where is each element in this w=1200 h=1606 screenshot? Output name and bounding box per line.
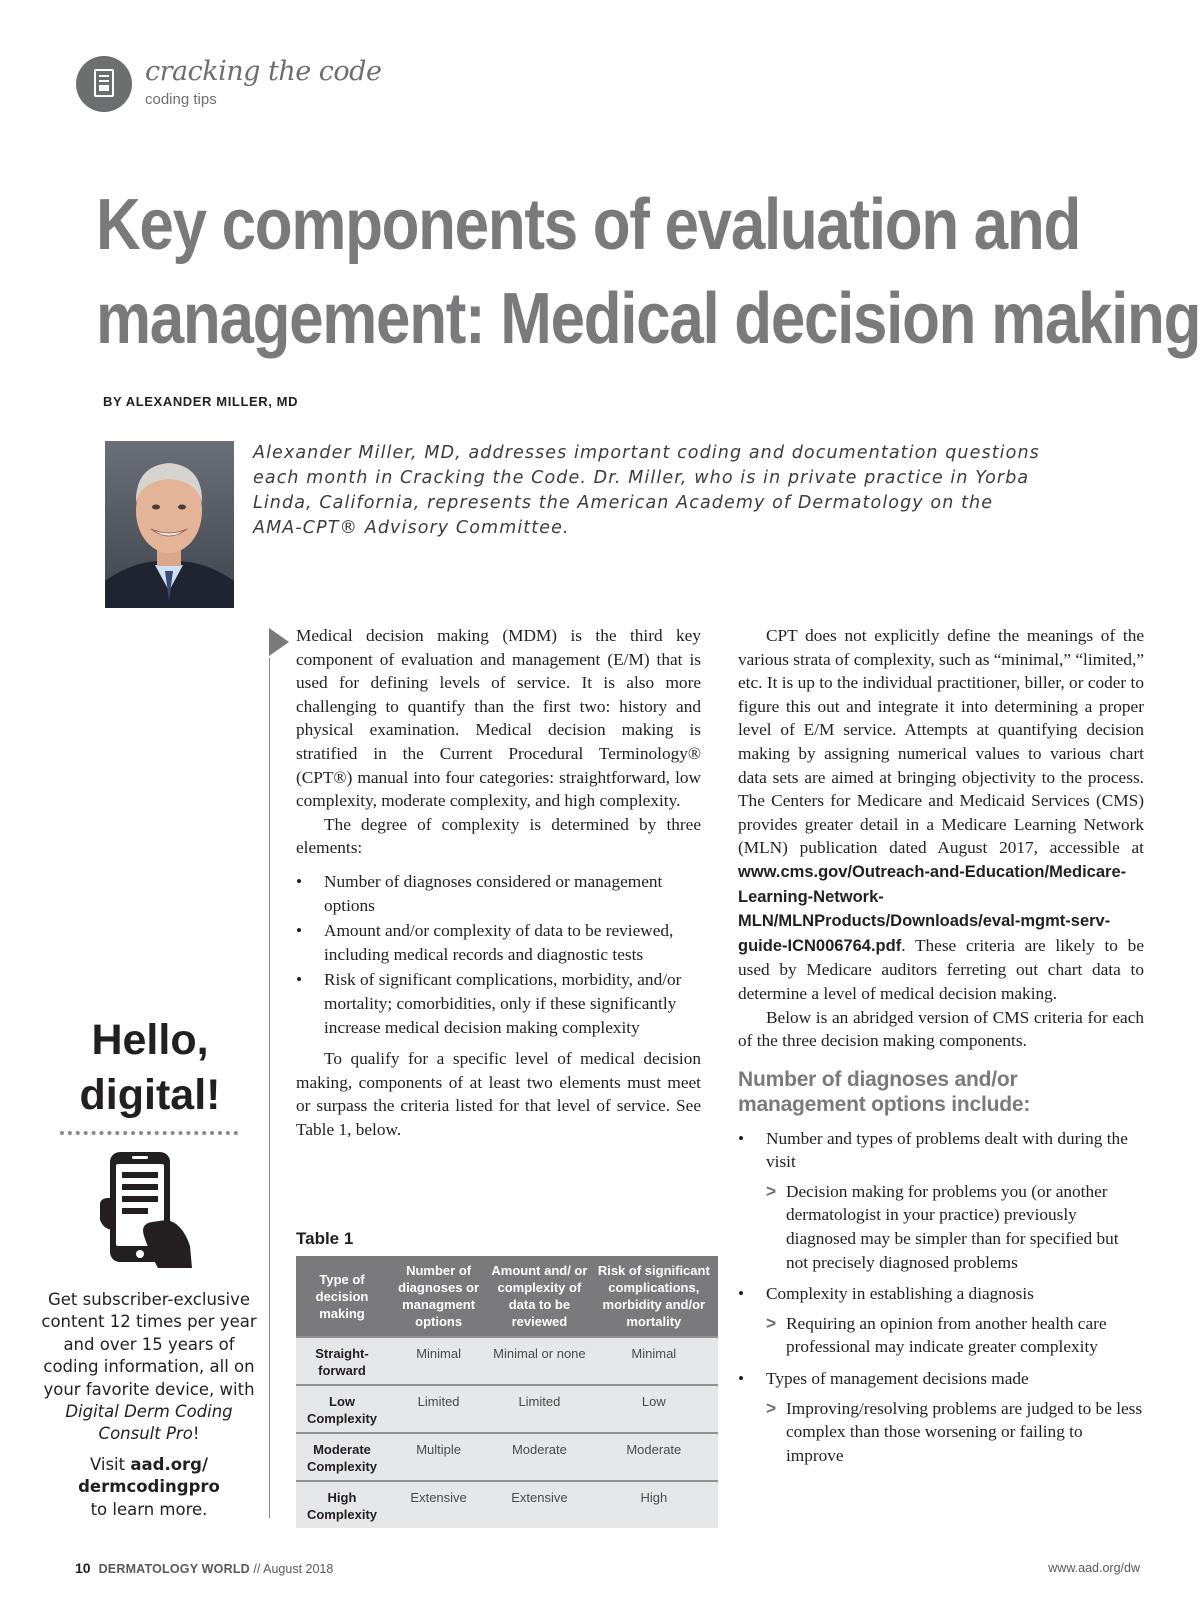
mdm-table [296, 1256, 718, 1528]
visit-suffix: to learn more. [90, 1499, 208, 1519]
page-number: 10 [75, 1560, 91, 1576]
table-cell: Moderate [590, 1433, 718, 1481]
table-row [296, 1433, 718, 1481]
right-column [738, 624, 1144, 1475]
list-item [738, 1367, 1144, 1467]
headline-line-1: Key components of evaluation and [96, 185, 1081, 265]
table-cell: Multiple [388, 1433, 489, 1481]
sub-list-item: > Improving/resolving problems are judged to be less complex than those worsening or failing to improve [766, 1397, 1144, 1468]
column-header: Risk of significant complications, morbidity and/or mortality [590, 1256, 718, 1337]
column-header: Type of decision making [296, 1256, 388, 1337]
table-cell: Low [590, 1385, 718, 1433]
issue-date: August 2018 [263, 1562, 334, 1576]
list-item-text: Complexity in establishing a diagnosis [766, 1284, 1034, 1304]
promo-headline [60, 1013, 240, 1123]
table-header-row [296, 1256, 718, 1337]
left-column [296, 624, 701, 1141]
paragraph: To qualify for a specific level of medical decision making, components of at least two elements must meet or surpass the criteria listed for that level of service. See Table 1, below. [296, 1049, 701, 1139]
list-item [738, 1127, 1144, 1275]
row-header: High Complexity [296, 1481, 388, 1528]
table-cell: Extensive [388, 1481, 489, 1528]
promo-text-part: ! [192, 1424, 200, 1444]
list-item-text: Types of management decisions made [766, 1369, 1029, 1389]
visit-prefix: Visit [89, 1455, 131, 1474]
list-item: • Risk of significant complications, morbidity, and/or mortality; comorbidities, only if these significantly increase medical decision making complexity [296, 968, 701, 1039]
paragraph: Medical decision making (MDM) is the third key component of evaluation and management (E/M) that is used for defining levels of service. It is also more challenging to quantify than the first two: history and physical examination. Medical decision making is stratified in the Current Procedural Terminology® (CPT®) manual into four categories: straightforward, low complexity, moderate complexity, and high complexity. [296, 626, 701, 811]
column-marker [269, 628, 289, 656]
sub-list-item: > Requiring an opinion from another health care professional may indicate greater complexity [766, 1312, 1144, 1359]
list-item [738, 1282, 1144, 1359]
cms-guide-link[interactable]: www.cms.gov/Outreach-and-Education/Medicare-Learning-Network-MLN/MLNProducts/Downloads/eval-mgmt-serv-guide-ICN006764.pdf [738, 862, 1127, 955]
row-header: Low Complexity [296, 1385, 388, 1433]
paragraph [738, 624, 1144, 1006]
column-header: Amount and/ or complexity of data to be reviewed [489, 1256, 589, 1337]
section-subheading: Number of diagnoses and/or management options include: [738, 1067, 1031, 1116]
table-cell: Minimal [590, 1337, 718, 1385]
section-kicker: cracking the code [145, 56, 382, 87]
footer-left [75, 1560, 333, 1576]
headline-line-2: management: Medical decision making [96, 279, 1200, 359]
table-cell: Limited [489, 1385, 589, 1433]
paragraph-text: CPT does not explicitly define the meanings of the various strata of complexity, such as “minimal,” “limited,” etc. It is up to the individual practitioner, biller, or coder to figure this out and integrate it into determining a proper level of E/M service. Attempts at quantifying decision making by assigning numerical values to various chart data sets are aimed at bringing objectivity to the process. The Centers for Medicare and Medicaid Services (CMS) provides greater detail in a Medicare Learning Network (MLN) publication dated August 2017, accessible at [738, 626, 1144, 858]
paragraph-text: . These criteria are likely to be used by Medicare auditors ferreting out chart data to determine a level of medical decision making. [738, 935, 1144, 1003]
promo-visit [55, 1454, 243, 1521]
table-title: Table 1 [296, 1229, 354, 1248]
product-name: Digital Derm Coding Consult Pro [65, 1402, 233, 1444]
row-header: Moderate Complexity [296, 1433, 388, 1481]
table-row [296, 1385, 718, 1433]
table-cell: High [590, 1481, 718, 1528]
promo-headline-line-1: Hello, [91, 1016, 209, 1064]
paragraph: Below is an abridged version of CMS criteria for each of the three decision making components. [738, 1007, 1144, 1051]
list-item: • Amount and/or complexity of data to be reviewed, including medical records and diagnostic tests [296, 919, 701, 966]
sub-list-item: > Decision making for problems you (or another dermatologist in your practice) previously diagnosed may be simpler than for specified but not precisely diagnosed problems [766, 1180, 1144, 1274]
elements-list [296, 870, 701, 1039]
magazine-name: DERMATOLOGY WORLD [98, 1562, 250, 1576]
table-row [296, 1337, 718, 1385]
section-logo [76, 56, 132, 112]
footer-url[interactable]: www.aad.org/dw [1048, 1561, 1140, 1575]
promo-headline-line-2: digital! [79, 1071, 221, 1119]
section-subkicker: coding tips [145, 91, 217, 108]
promo-text-part: Get subscriber-exclusive content 12 times per year and over 15 years of coding information, all on your favorite device, with [41, 1290, 257, 1399]
table-cell: Minimal [388, 1337, 489, 1385]
paragraph: The degree of complexity is determined by three elements: [296, 814, 701, 858]
sub-list [766, 1397, 1144, 1468]
sub-list [766, 1312, 1144, 1359]
promo-text [40, 1289, 258, 1446]
column-header: Number of diagnoses or managment options [388, 1256, 489, 1337]
list-item-text: Number and types of problems dealt with during the visit [766, 1128, 1128, 1172]
sub-list [766, 1180, 1144, 1274]
column-divider [269, 658, 270, 1518]
footer-separator: // [253, 1562, 261, 1576]
table-row [296, 1481, 718, 1528]
author-photo [105, 441, 234, 608]
table-cell: Minimal or none [489, 1337, 589, 1385]
dermcodingpro-link[interactable]: aad.org/ dermcodingpro [78, 1455, 220, 1497]
article-headline [96, 178, 1200, 366]
row-header: Straight-forward [296, 1337, 388, 1385]
criteria-list [738, 1127, 1144, 1468]
document-icon [76, 56, 132, 112]
author-bio: Alexander Miller, MD, addresses important coding and documentation questions each month in Cracking the Code. Dr. Miller, who is in private practice in Yorba Linda, California, represents the American Academy of Dermatology on the AMA-CPT® Advisory Committee. [253, 443, 1040, 538]
dotted-divider [60, 1131, 238, 1135]
table-cell: Limited [388, 1385, 489, 1433]
smartphone-icon [100, 1150, 200, 1275]
list-item: • Number of diagnoses considered or management options [296, 870, 701, 917]
byline: BY ALEXANDER MILLER, MD [103, 394, 299, 409]
table-cell: Moderate [489, 1433, 589, 1481]
table-cell: Extensive [489, 1481, 589, 1528]
